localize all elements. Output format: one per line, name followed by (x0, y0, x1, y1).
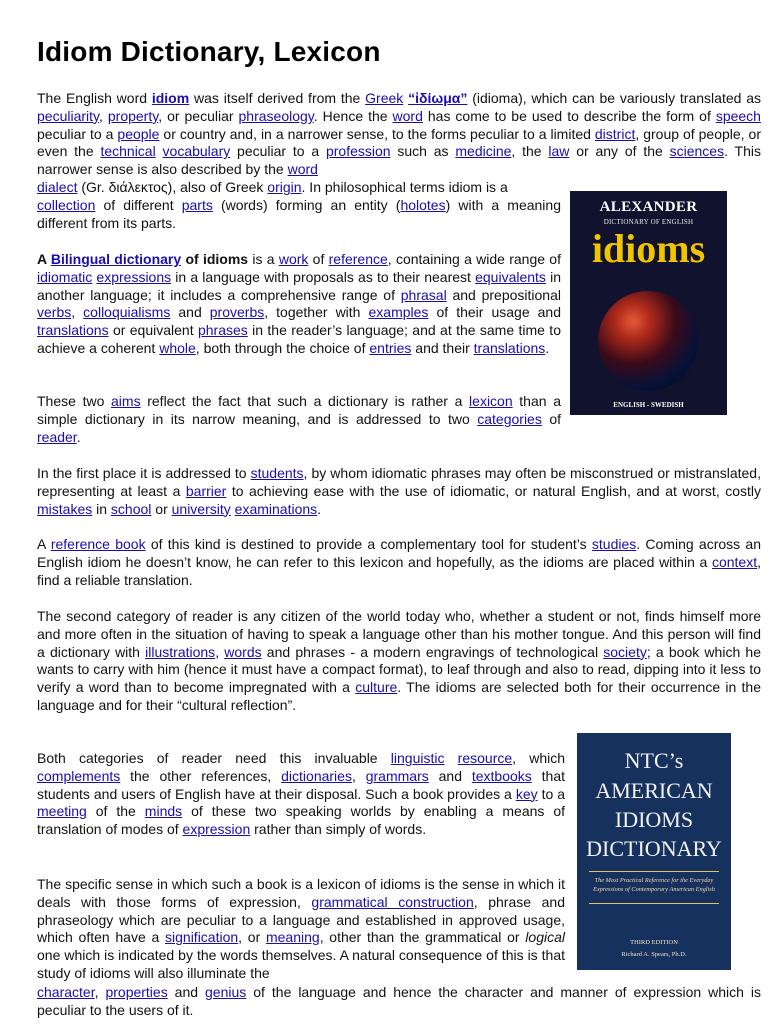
link-reference-book[interactable]: reference book (50, 536, 146, 552)
link-vocabulary[interactable]: vocabulary (162, 143, 231, 160)
link-word-2[interactable]: word (287, 161, 318, 178)
book-cover-alexander-idioms: ALEXANDER DICTIONARY OF ENGLISH idioms ENGLISH - SWEDISH (570, 191, 727, 415)
link-property[interactable]: property (107, 107, 159, 124)
link-equivalents[interactable]: equivalents (475, 268, 546, 285)
link-students[interactable]: students (250, 465, 304, 481)
link-proverbs[interactable]: proverbs (209, 304, 265, 321)
link-reference[interactable]: reference (328, 251, 388, 267)
link-expressions[interactable]: expressions (96, 268, 172, 285)
link-culture[interactable]: culture (355, 679, 398, 696)
paragraph-specific-sense: The specific sense in which such a book is a lexicon of idioms is the sense in which it deals with those forms of expression, grammatical construction, phrase and phraseology which are peculiar to a language and established in approved usage, which often have a signification, or meaning, other than the grammatical or logical one which is indicated by the words themselves. A natural consequence of this is that study of idioms will also illuminate the (37, 876, 565, 981)
link-society[interactable]: society (603, 643, 647, 660)
link-district[interactable]: district (594, 125, 636, 142)
link-technical[interactable]: technical (100, 143, 156, 160)
paragraph-character: character, properties and genius of the language and hence the character and manner of expression which is peculiar to the users of it. (37, 984, 762, 1018)
link-reader[interactable]: reader (37, 428, 77, 445)
link-complements[interactable]: complements (37, 767, 121, 784)
link-meeting[interactable]: meeting (37, 803, 87, 820)
link-illustrations[interactable]: illustrations (145, 643, 216, 660)
link-holotes[interactable]: holotes (400, 197, 446, 213)
link-dialect[interactable]: dialect (37, 179, 78, 195)
link-linguistic[interactable]: linguistic (390, 750, 445, 766)
link-mistakes[interactable]: mistakes (37, 500, 93, 517)
link-peculiarity[interactable]: peculiarity (37, 107, 99, 124)
link-work[interactable]: work (278, 251, 309, 267)
link-speech[interactable]: speech (715, 107, 761, 124)
link-whole[interactable]: whole (159, 339, 196, 356)
link-words[interactable]: words (224, 643, 262, 660)
link-expression[interactable]: expression (182, 821, 251, 838)
link-idiom[interactable]: idiom (151, 90, 190, 106)
paragraph-second-category: The second category of reader is any citizen of the world today who, whether a student or not, finds himself more and more often in the situation of having to speak a language other than his mother tongue. And this person will find a dictionary with illustrations, words and phrases - a modern engravings of technological society; a book which he wants to carry with him (hence it must have a compact format), to leaf through and also to read, dipping into it less to verify a word than to become impregnated with a culture. The idioms are selected both for their occurrence in the language and for their “cultural reflection”. (37, 608, 761, 713)
paragraph-intro: The English word idiom was itself derived from the Greek “ἰδίωμα” (idioma), which can be variously translated as peculiarity, property, or peculiar phraseology. Hence the word has come to be used to describe the form of speech peculiar to a people or country and, in a narrower sense, to the forms peculiar to a limited district, group of people, or even the technical vocabulary peculiar to a profession such as medicine, the law or any of the sciences. This narrower sense is also described by the word (37, 90, 762, 178)
link-phrases[interactable]: phrases (197, 322, 248, 339)
book-cover-ntc-american-idioms: NTC’s AMERICAN IDIOMS DICTIONARY The Most Practical Reference for the Everyday Expressions of Contemporary American English THIRD EDITION Richard A. Spears, Ph.D. (577, 733, 731, 970)
paragraph-bilingual: A Bilingual dictionary of idioms is a work of reference, containing a wide range of idiomatic expressions in a language with proposals as to their nearest equivalents in another language; it includes a comprehensive range of phrasal and prepositional verbs, colloquialisms and proverbs, together with examples of their usage and translations or equivalent phrases in the reader’s language; and at the same time to achieve a coherent whole, both through the choice of entries and their translations. (37, 251, 562, 356)
link-idiomatic[interactable]: idiomatic (37, 268, 93, 285)
link-minds[interactable]: minds (144, 803, 183, 820)
paragraph-reference-book: A reference book of this kind is destined to provide a complementary tool for student’s studies. Coming across an English idiom he doesn’t know, he can refer to this lexicon and hopefully, as the idioms are placed within a context, find a reliable translation. (37, 536, 761, 588)
link-key[interactable]: key (515, 785, 538, 802)
paragraph-students: In the first place it is addressed to students, by whom idiomatic phrases may often be misconstrued or mistranslated, representing at least a barrier to achieving ease with the use of idiomatic, or natural English, and at worst, costly mistakes in school or university examinations. (37, 465, 761, 517)
link-law[interactable]: law (548, 143, 570, 160)
link-grammars[interactable]: grammars (365, 767, 429, 784)
link-lexicon[interactable]: lexicon (469, 393, 513, 409)
link-genius[interactable]: genius (205, 984, 247, 1000)
link-barrier[interactable]: barrier (185, 482, 227, 499)
link-colloquialisms[interactable]: colloquialisms (83, 304, 171, 321)
link-word[interactable]: word (392, 107, 423, 124)
link-medicine[interactable]: medicine (455, 143, 512, 160)
cover-rule (589, 903, 719, 904)
link-examinations[interactable]: examinations (234, 500, 318, 517)
link-character[interactable]: character (37, 984, 95, 1000)
link-people[interactable]: people (117, 125, 160, 142)
link-textbooks[interactable]: textbooks (471, 767, 532, 784)
link-aims[interactable]: aims (111, 393, 141, 409)
link-examples[interactable]: examples (368, 304, 429, 321)
link-categories[interactable]: categories (477, 410, 542, 427)
link-sciences[interactable]: sciences (669, 143, 725, 160)
page-title: Idiom Dictionary, Lexicon (37, 36, 381, 67)
paragraph-intro-cont: dialect (Gr. διάλεκτος), also of Greek origin. In philosophical terms idiom is a (37, 179, 508, 195)
link-idioma[interactable]: “ἰδίωμα” (408, 90, 468, 106)
globe-image (598, 291, 698, 391)
link-school[interactable]: school (110, 500, 152, 517)
paragraph-aims: These two aims reflect the fact that such a dictionary is rather a lexicon than a simple dictionary in its narrow meaning, and is addressed to two categories of reader. (37, 393, 561, 445)
link-phraseology[interactable]: phraseology (238, 107, 314, 124)
link-translations[interactable]: translations (37, 322, 109, 339)
link-resource[interactable]: resource (457, 750, 513, 766)
paragraph-intro-cont-2: collection of different parts (words) forming an entity (holotes) with a meaning different from its parts. (37, 197, 561, 231)
cover-rule (589, 871, 719, 872)
link-greek[interactable]: Greek (365, 90, 404, 106)
link-grammatical-construction[interactable]: grammatical construction (311, 893, 474, 910)
link-phrasal[interactable]: phrasal (400, 286, 447, 303)
link-dictionaries[interactable]: dictionaries (281, 767, 352, 784)
link-bilingual-dictionary[interactable]: Bilingual dictionary (50, 251, 182, 267)
link-origin[interactable]: origin (267, 179, 302, 195)
link-context[interactable]: context (711, 553, 758, 570)
link-meaning[interactable]: meaning (265, 929, 320, 946)
link-translations-2[interactable]: translations (473, 339, 546, 356)
link-signification[interactable]: signification (165, 929, 239, 946)
link-parts[interactable]: parts (181, 197, 213, 213)
link-studies[interactable]: studies (591, 536, 637, 552)
link-profession[interactable]: profession (325, 143, 391, 160)
link-university[interactable]: university (171, 500, 231, 517)
link-verbs[interactable]: verbs (37, 304, 72, 321)
link-entries[interactable]: entries (369, 339, 412, 356)
link-collection[interactable]: collection (37, 197, 96, 213)
paragraph-both-categories: Both categories of reader need this invaluable linguistic resource, which complements the other references, dictionaries, grammars and textbooks that students and users of English have at their disposal. Such a book provides a key to a meeting of the minds of these two speaking worlds by enabling a means of translation of modes of expression rather than simply of words. (37, 750, 566, 838)
link-properties[interactable]: properties (105, 984, 168, 1000)
